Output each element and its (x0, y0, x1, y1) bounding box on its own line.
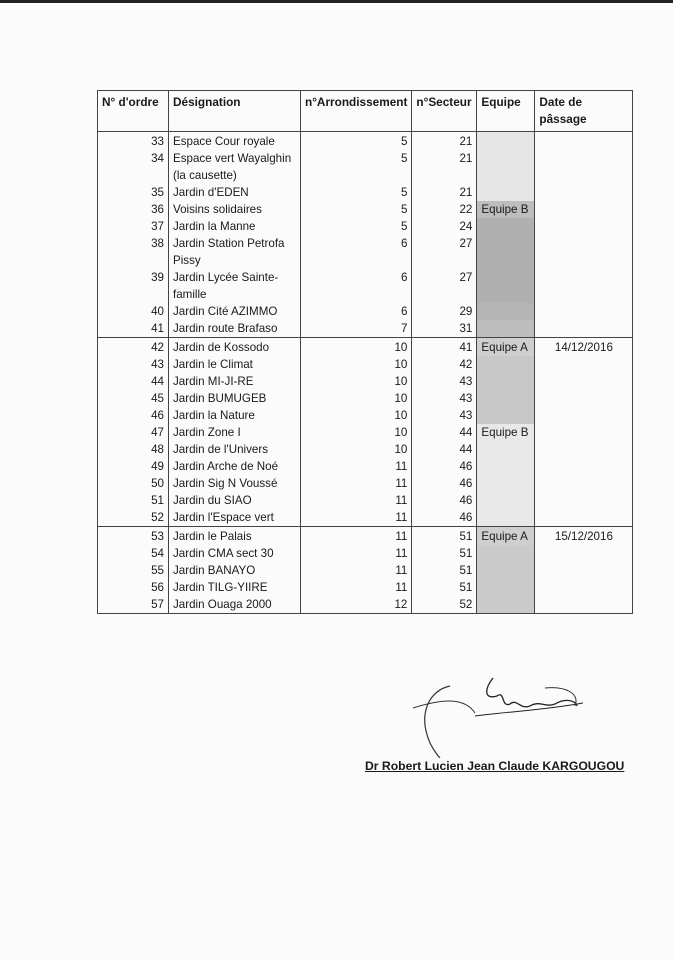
row-date (535, 596, 633, 614)
row-date (535, 218, 633, 235)
row-date (535, 509, 633, 527)
header-arrondissement: n°Arrondissement (301, 91, 412, 132)
row-equipe (477, 458, 535, 475)
row-equipe (477, 545, 535, 562)
row-number: 36 (98, 201, 169, 218)
table-row (98, 201, 633, 218)
row-number: 53 (98, 527, 169, 546)
row-equipe (477, 235, 535, 269)
row-secteur: 43 (412, 390, 477, 407)
row-number: 43 (98, 356, 169, 373)
row-date (535, 320, 633, 338)
row-equipe (477, 218, 535, 235)
row-secteur: 44 (412, 441, 477, 458)
row-arrondissement: 5 (301, 184, 412, 201)
row-arrondissement: 11 (301, 458, 412, 475)
table-row (98, 390, 633, 407)
table-group (98, 338, 633, 527)
row-arrondissement: 10 (301, 441, 412, 458)
row-equipe (477, 269, 535, 303)
row-number: 48 (98, 441, 169, 458)
row-designation: Jardin BANAYO (169, 562, 301, 579)
row-date (535, 475, 633, 492)
row-date (535, 492, 633, 509)
row-equipe (477, 356, 535, 373)
table-row (98, 407, 633, 424)
row-equipe: Equipe A (477, 527, 535, 546)
row-number: 34 (98, 150, 169, 184)
row-secteur: 24 (412, 218, 477, 235)
row-secteur: 41 (412, 338, 477, 357)
row-designation: Jardin CMA sect 30 (169, 545, 301, 562)
row-equipe: Equipe B (477, 201, 535, 218)
handwritten-signature (405, 668, 605, 758)
row-designation: Jardin Cité AZIMMO (169, 303, 301, 320)
row-designation: Jardin MI-JI-RE (169, 373, 301, 390)
row-arrondissement: 5 (301, 150, 412, 184)
row-equipe (477, 320, 535, 338)
visit-schedule-table (97, 90, 633, 614)
row-secteur: 46 (412, 492, 477, 509)
row-designation: Jardin d'EDEN (169, 184, 301, 201)
row-equipe (477, 303, 535, 320)
header-secteur: n°Secteur (412, 91, 477, 132)
table-row (98, 545, 633, 562)
row-secteur: 22 (412, 201, 477, 218)
row-secteur: 21 (412, 132, 477, 151)
table-row (98, 596, 633, 614)
row-arrondissement: 6 (301, 235, 412, 269)
row-designation: Jardin Zone I (169, 424, 301, 441)
row-number: 37 (98, 218, 169, 235)
row-date (535, 579, 633, 596)
table-row (98, 562, 633, 579)
row-number: 47 (98, 424, 169, 441)
row-date (535, 303, 633, 320)
row-equipe (477, 509, 535, 527)
row-arrondissement: 10 (301, 338, 412, 357)
row-arrondissement: 10 (301, 424, 412, 441)
row-equipe (477, 150, 535, 184)
row-equipe (477, 579, 535, 596)
row-number: 52 (98, 509, 169, 527)
row-arrondissement: 10 (301, 356, 412, 373)
row-designation: Jardin BUMUGEB (169, 390, 301, 407)
row-number: 54 (98, 545, 169, 562)
row-date (535, 269, 633, 303)
row-secteur: 46 (412, 475, 477, 492)
row-number: 56 (98, 579, 169, 596)
row-equipe: Equipe A (477, 338, 535, 357)
row-number: 51 (98, 492, 169, 509)
table-row (98, 475, 633, 492)
table-row (98, 218, 633, 235)
row-designation: Jardin Sig N Voussé (169, 475, 301, 492)
row-date (535, 441, 633, 458)
row-secteur: 21 (412, 150, 477, 184)
row-arrondissement: 6 (301, 303, 412, 320)
header-equipe: Equipe (477, 91, 535, 132)
row-date (535, 356, 633, 373)
row-arrondissement: 11 (301, 562, 412, 579)
row-designation: Jardin Lycée Sainte-famille (169, 269, 301, 303)
table-row (98, 356, 633, 373)
row-number: 50 (98, 475, 169, 492)
row-date (535, 150, 633, 184)
row-designation: Jardin le Palais (169, 527, 301, 546)
row-number: 44 (98, 373, 169, 390)
table-row (98, 184, 633, 201)
row-secteur: 51 (412, 562, 477, 579)
row-secteur: 27 (412, 269, 477, 303)
row-number: 45 (98, 390, 169, 407)
row-designation: Voisins solidaires (169, 201, 301, 218)
row-designation: Jardin le Climat (169, 356, 301, 373)
table-group (98, 132, 633, 338)
row-equipe (477, 441, 535, 458)
row-equipe (477, 562, 535, 579)
table-row (98, 235, 633, 269)
row-secteur: 42 (412, 356, 477, 373)
table-row (98, 441, 633, 458)
row-arrondissement: 10 (301, 373, 412, 390)
row-date (535, 407, 633, 424)
table-row (98, 132, 633, 151)
table-row (98, 150, 633, 184)
row-secteur: 51 (412, 545, 477, 562)
row-secteur: 43 (412, 373, 477, 390)
row-number: 46 (98, 407, 169, 424)
row-equipe (477, 184, 535, 201)
row-number: 49 (98, 458, 169, 475)
table-row (98, 338, 633, 357)
row-arrondissement: 11 (301, 492, 412, 509)
row-date: 14/12/2016 (535, 338, 633, 357)
row-designation: Jardin l'Espace vert (169, 509, 301, 527)
row-arrondissement: 6 (301, 269, 412, 303)
header-ordre: N° d'ordre (98, 91, 169, 132)
row-date (535, 545, 633, 562)
row-designation: Jardin de l'Univers (169, 441, 301, 458)
row-secteur: 29 (412, 303, 477, 320)
row-secteur: 31 (412, 320, 477, 338)
row-date (535, 562, 633, 579)
row-arrondissement: 11 (301, 527, 412, 546)
row-number: 40 (98, 303, 169, 320)
row-date (535, 184, 633, 201)
row-equipe (477, 596, 535, 614)
row-arrondissement: 10 (301, 390, 412, 407)
signer-name: Dr Robert Lucien Jean Claude KARGOUGOU (365, 759, 625, 773)
row-date (535, 235, 633, 269)
row-designation: Jardin Station Petrofa Pissy (169, 235, 301, 269)
row-arrondissement: 5 (301, 132, 412, 151)
row-designation: Jardin TILG-YIIRE (169, 579, 301, 596)
row-date (535, 132, 633, 151)
row-number: 39 (98, 269, 169, 303)
row-arrondissement: 11 (301, 475, 412, 492)
table-row (98, 424, 633, 441)
row-arrondissement: 5 (301, 201, 412, 218)
row-number: 42 (98, 338, 169, 357)
row-arrondissement: 7 (301, 320, 412, 338)
row-equipe (477, 475, 535, 492)
row-equipe (477, 390, 535, 407)
row-date: 15/12/2016 (535, 527, 633, 546)
row-date (535, 458, 633, 475)
row-designation: Jardin Ouaga 2000 (169, 596, 301, 614)
row-secteur: 44 (412, 424, 477, 441)
row-designation: Espace Cour royale (169, 132, 301, 151)
row-arrondissement: 5 (301, 218, 412, 235)
row-designation: Jardin Arche de Noé (169, 458, 301, 475)
table-row (98, 579, 633, 596)
row-designation: Jardin la Manne (169, 218, 301, 235)
row-number: 33 (98, 132, 169, 151)
row-date (535, 390, 633, 407)
table-row (98, 269, 633, 303)
row-date (535, 424, 633, 441)
row-secteur: 21 (412, 184, 477, 201)
table-row (98, 458, 633, 475)
scan-edge (0, 0, 673, 3)
row-secteur: 46 (412, 458, 477, 475)
row-designation: Jardin de Kossodo (169, 338, 301, 357)
table-group (98, 527, 633, 614)
row-secteur: 51 (412, 579, 477, 596)
row-arrondissement: 11 (301, 579, 412, 596)
table-row (98, 492, 633, 509)
row-equipe (477, 492, 535, 509)
row-secteur: 51 (412, 527, 477, 546)
row-equipe (477, 373, 535, 390)
row-arrondissement: 12 (301, 596, 412, 614)
table-row (98, 527, 633, 546)
row-date (535, 201, 633, 218)
row-number: 57 (98, 596, 169, 614)
row-arrondissement: 10 (301, 407, 412, 424)
row-secteur: 43 (412, 407, 477, 424)
table-row (98, 373, 633, 390)
row-designation: Jardin du SIAO (169, 492, 301, 509)
row-number: 55 (98, 562, 169, 579)
row-designation: Espace vert Wayalghin (la causette) (169, 150, 301, 184)
row-secteur: 46 (412, 509, 477, 527)
row-secteur: 52 (412, 596, 477, 614)
row-equipe (477, 407, 535, 424)
header-date: Date de pâssage (535, 91, 633, 132)
header-designation: Désignation (169, 91, 301, 132)
row-arrondissement: 11 (301, 545, 412, 562)
table-row (98, 320, 633, 338)
row-number: 38 (98, 235, 169, 269)
row-number: 41 (98, 320, 169, 338)
table-row (98, 303, 633, 320)
row-equipe (477, 132, 535, 151)
row-designation: Jardin route Brafaso (169, 320, 301, 338)
row-secteur: 27 (412, 235, 477, 269)
table-row (98, 509, 633, 527)
row-arrondissement: 11 (301, 509, 412, 527)
row-equipe: Equipe B (477, 424, 535, 441)
table-header-row (98, 91, 633, 132)
row-number: 35 (98, 184, 169, 201)
row-designation: Jardin la Nature (169, 407, 301, 424)
row-date (535, 373, 633, 390)
